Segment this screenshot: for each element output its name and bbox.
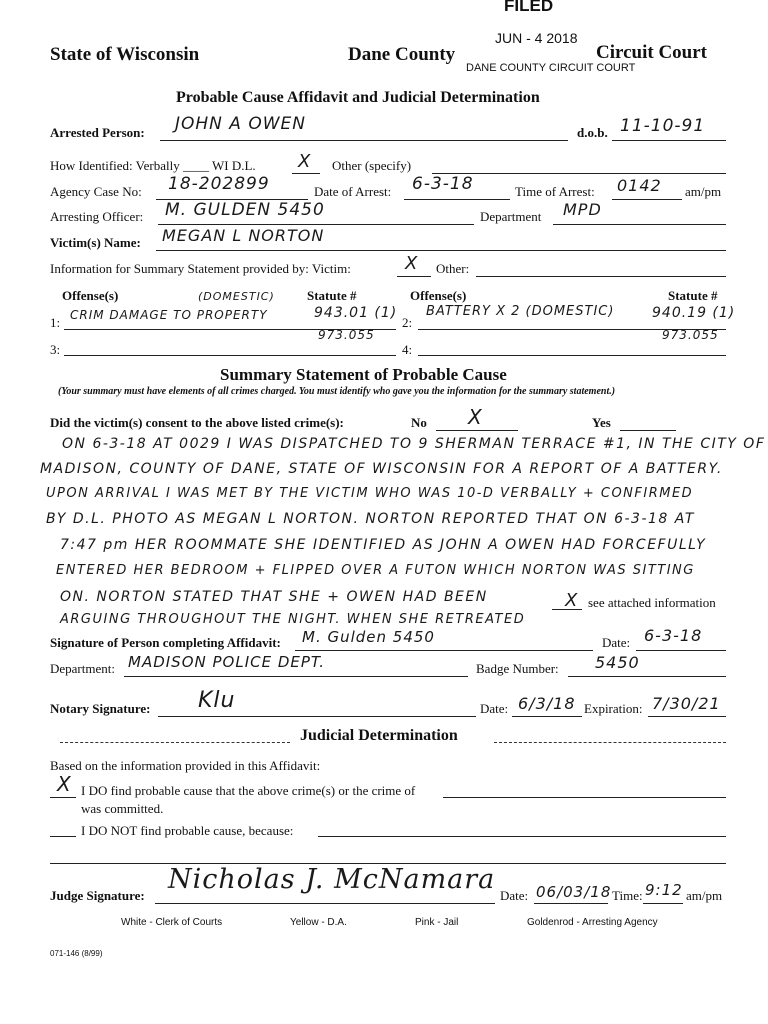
filed-stamp: FILED	[504, 0, 554, 15]
other-specify-label: Other (specify)	[332, 158, 412, 173]
statute1b-value: 973.055	[318, 328, 375, 342]
summary-title: Summary Statement of Probable Cause	[220, 365, 507, 384]
narrative-line-5: 7:47 pm HER ROOMMATE SHE IDENTIFIED AS JOHN A OWEN HAD FORCEFULLY	[60, 537, 707, 553]
officer-label: Arresting Officer:	[50, 209, 144, 224]
judge-label: Judge Signature:	[50, 888, 145, 903]
consent-label: Did the victim(s) consent to the above listed crime(s):	[50, 415, 344, 430]
sig-date-label: Date:	[602, 635, 631, 650]
summary-note: (Your summary must have elements of all crimes charged. You must identify who gave you the information for the summary statement.)	[58, 386, 616, 397]
judge-sig: Nicholas J. McNamara	[168, 864, 496, 895]
offense-num-4: 4:	[402, 342, 413, 357]
copy-yellow: Yellow - D.A.	[290, 917, 347, 928]
domestic-note: (DOMESTIC)	[198, 290, 275, 303]
dept-label: Department:	[50, 661, 115, 676]
notary-date-value: 6/3/18	[518, 694, 576, 713]
arrested-value: JOHN A OWEN	[175, 114, 306, 134]
officer-value: M. GULDEN 5450	[165, 200, 325, 220]
department-value: MPD	[563, 200, 602, 219]
notary-sig: Klu	[198, 688, 236, 713]
statute1a-value: 943.01 (1)	[314, 305, 398, 321]
consent-no-mark: X	[468, 405, 483, 429]
date-arrest-value: 6-3-18	[412, 174, 474, 194]
dob-label: d.o.b.	[577, 125, 608, 140]
offense-num-1: 1:	[50, 315, 61, 330]
offense-num-3: 3:	[50, 342, 61, 357]
idonot-label: I DO NOT find probable cause, because:	[81, 823, 294, 838]
consent-no-label: No	[411, 415, 427, 430]
judge-ampm: am/pm	[686, 888, 723, 903]
expiration-value: 7/30/21	[652, 694, 721, 713]
offenses-header-2: Offense(s)	[410, 288, 467, 303]
ido-mark: X	[57, 772, 72, 796]
copy-white: White - Clerk of Courts	[121, 917, 223, 928]
filed-date: JUN - 4 2018	[495, 30, 578, 46]
county-title: Dane County	[348, 44, 456, 65]
judge-date-label: Date:	[500, 888, 529, 903]
agency-case-value: 18-202899	[168, 174, 270, 194]
statute-header-2: Statute #	[668, 288, 718, 303]
form-title: Probable Cause Affidavit and Judicial Determination	[176, 89, 540, 106]
narrative-line-7: ON. NORTON STATED THAT SHE + OWEN HAD BEEN	[60, 589, 488, 605]
sig-date-value: 6-3-18	[644, 626, 703, 645]
info-label: Information for Summary Statement provided by: Victim:	[50, 261, 351, 276]
victim-value: MEGAN L NORTON	[162, 226, 325, 245]
form-number: 071-146 (8/99)	[50, 949, 103, 958]
copy-pink: Pink - Jail	[415, 917, 459, 928]
notary-date-label: Date:	[480, 701, 509, 716]
offenses-header-1: Offense(s)	[62, 288, 119, 303]
victims-label: Victim(s) Name:	[50, 235, 141, 250]
ampm-label: am/pm	[685, 184, 722, 199]
court-title: Circuit Court	[596, 42, 707, 63]
filed-court: DANE COUNTY CIRCUIT COURT	[466, 62, 636, 74]
narrative-line-1: ON 6-3-18 AT 0029 I WAS DISPATCHED TO 9 SHERMAN TERRACE #1, IN THE CITY OF	[62, 436, 766, 452]
narrative-line-6: ENTERED HER BEDROOM + FLIPPED OVER A FUTON WHICH NORTON WAS SITTING	[56, 563, 695, 578]
offense2-value: BATTERY X 2 (DOMESTIC)	[426, 304, 615, 319]
notary-label: Notary Signature:	[50, 701, 151, 716]
statute2b-value: 973.055	[662, 328, 719, 342]
victim-mark: X	[405, 253, 419, 274]
agency-case-label: Agency Case No:	[50, 184, 142, 199]
dept-value: MADISON POLICE DEPT.	[128, 653, 326, 671]
dob-value: 11-10-91	[620, 116, 706, 136]
narrative-line-4: BY D.L. PHOTO AS MEGAN L NORTON. NORTON REPORTED THAT ON 6-3-18 AT	[46, 511, 695, 527]
attached-mark: X	[565, 590, 579, 611]
judge-time-value: 9:12	[645, 881, 683, 899]
sig-person-label: Signature of Person completing Affidavit:	[50, 635, 281, 650]
narrative-line-3: UPON ARRIVAL I WAS MET BY THE VICTIM WHO WAS 10-D VERBALLY + CONFIRMED	[46, 486, 694, 501]
judicial-title: Judicial Determination	[300, 727, 458, 744]
other-label: Other:	[436, 261, 470, 276]
copy-goldenrod: Goldenrod - Arresting Agency	[527, 917, 658, 928]
based-label: Based on the information provided in this Affidavit:	[50, 758, 321, 773]
attached-label: see attached information	[588, 595, 716, 610]
offense-num-2: 2:	[402, 315, 413, 330]
offense1-value: CRIM DAMAGE TO PROPERTY	[70, 308, 268, 322]
sig-person-value: M. Gulden 5450	[302, 628, 435, 646]
consent-yes-label: Yes	[592, 415, 611, 430]
judge-time-label: Time:	[612, 888, 643, 903]
judge-date-value: 06/03/18	[536, 883, 612, 901]
ido-label: I DO find probable cause that the above crime(s) or the crime of	[81, 783, 416, 798]
date-arrest-label: Date of Arrest:	[314, 184, 392, 199]
time-arrest-label: Time of Arrest:	[515, 184, 595, 199]
arrested-label: Arrested Person:	[50, 125, 145, 140]
badge-label: Badge Number:	[476, 661, 559, 676]
dl-mark: X	[298, 151, 312, 172]
badge-value: 5450	[595, 653, 640, 672]
expiration-label: Expiration:	[584, 701, 643, 716]
committed-label: was committed.	[81, 801, 164, 816]
narrative-line-2: MADISON, COUNTY OF DANE, STATE OF WISCONSIN FOR A REPORT OF A BATTERY.	[40, 461, 723, 477]
narrative-line-8: ARGUING THROUGHOUT THE NIGHT. WHEN SHE RETREATED	[60, 612, 526, 627]
state-title: State of Wisconsin	[50, 44, 200, 65]
identified-label: How Identified: Verbally ____ WI D.L.	[50, 158, 256, 173]
statute2a-value: 940.19 (1)	[652, 305, 736, 321]
department-label: Department	[480, 209, 542, 224]
statute-header-1: Statute #	[307, 288, 357, 303]
time-arrest-value: 0142	[617, 176, 662, 195]
